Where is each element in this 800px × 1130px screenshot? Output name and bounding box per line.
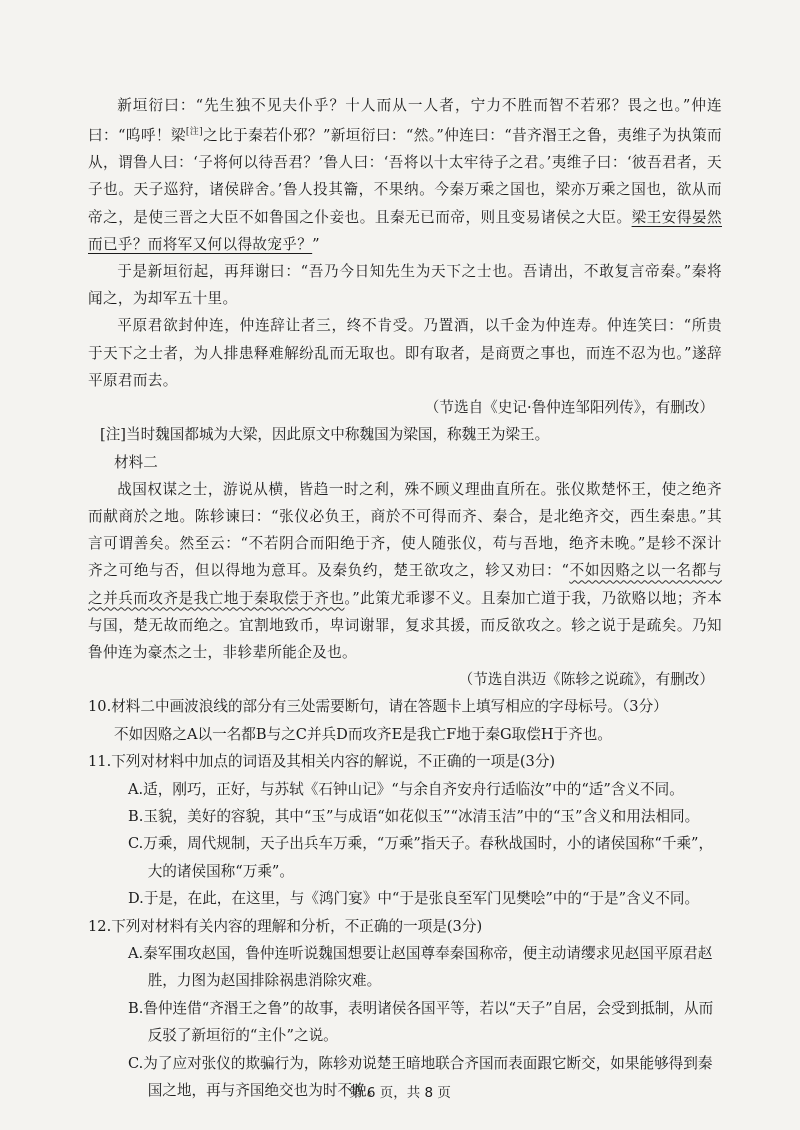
question-11-option-b: B.玉貌，美好的容貌，其中“玉”与成语“如花似玉”“冰清玉洁”中的“玉”含义和用法相同。 bbox=[128, 807, 700, 825]
question-11-option-d: D.于是，在此，在这里，与《鸿门宴》中“于是张良至军门见樊哙”中的“于是”含义不同。 bbox=[128, 890, 700, 908]
question-11-option-a: A.适，刚巧，正好，与苏轼《石钟山记》“与余自齐安舟行适临汝”中的“适”含义不同。 bbox=[128, 780, 684, 798]
passage1-para2: 于是新垣衍起，再拜谢曰：“吾乃今日知先生为天下之士也。吾请出，不敢复言帝秦。”秦将闻之，为却军五十里。 bbox=[88, 263, 722, 308]
question-11-option-c: C.万乘，周代规制，天子出兵车万乘，“万乘”指天子。春秋战国时，小的诸侯国称“千乘”，大的诸侯国称“万乘”。 bbox=[128, 835, 714, 880]
question-12-option-c: C.为了应对张仪的欺骗行为，陈轸劝说楚王暗地联合齐国而表面跟它断交，如果能够得到秦国之地，再与齐国绝交也为时不晚。 bbox=[128, 1054, 713, 1100]
footnote-marker: [注] bbox=[185, 127, 204, 138]
question-12-stem: 12.下列对材料有关内容的理解和分析，不正确的一项是(3分) bbox=[88, 917, 483, 935]
page-footer: 第 6 页，共 8 页 bbox=[349, 1085, 451, 1101]
passage2-source: （节选自洪迈《陈轸之说疏》，有删改） bbox=[458, 671, 714, 689]
question-10-stem: 10.材料二中画波浪线的部分有三处需要断句，请在答题卡上填写相应的字母标号。（3分） bbox=[88, 698, 668, 716]
wavy-underlined-text: 不如因赂之以一名都与之并兵而攻齐是我亡地于秦取偿于齐也 bbox=[88, 562, 722, 607]
passage1-para3: 平原君欲封仲连，仲连辞让者三，终不肯受。乃置酒，以千金为仲连寿。仲连笑曰：“所贵于天下之士者，为人排患释难解纷乱而无取也。即有取者，是商贾之事也，而连不忍为也。”遂辞平原君而去。 bbox=[88, 317, 722, 389]
footnote: [注]当时魏国都城为大梁，因此原文中称魏国为梁国，称魏王为梁王。 bbox=[100, 426, 550, 444]
underlined-sentence: 梁王安得晏然而已乎？而将军又何以得故宠乎？ bbox=[88, 208, 722, 253]
passage1-source: （节选自《史记·鲁仲连邹阳列传》，有删改） bbox=[424, 399, 714, 417]
question-10-line: 不如因赂之A以一名都B与之C并兵D而攻齐E是我亡F地于秦G取偿H于齐也。 bbox=[114, 725, 612, 743]
passage2-text: 战国权谋之士，游说从横，皆趋一时之利，殊不顾义理曲直所在。张仪欺楚怀王，使之绝齐而献商於之地。陈轸谏曰：“张仪必负王，商於不可得而齐、秦合，是北绝齐交，西生秦患。”其言可谓善矣。然至云：“不若阴合而阳绝于齐，使人随张仪，苟与吾地，绝齐未晚。”是轸不深计齐之可绝与否，但以得地为意耳。及秦负约，楚王欲攻之，轸又劝曰：“不如因赂之以一名都与之并兵而攻齐是我亡地于秦取偿于齐也。”此策尤乖谬不义。且秦加亡道于我，乃欲赂以地；齐本与国，楚无故而绝之。宜割地致币，卑词谢罪，复求其援，而反欲攻之。轸之说于是疏矣。乃知鲁仲连为豪杰之士，非轸辈所能企及也。 bbox=[88, 480, 723, 661]
question-12-option-b: B.鲁仲连借“齐湣王之鲁”的故事，表明诸侯各国平等，若以“天子”自居，会受到抵制，从而反驳了新垣衍的“主仆”之说。 bbox=[128, 999, 714, 1045]
passage1-para1: 新垣衍曰：“先生独不见夫仆乎？十人而从一人者，宁力不胜而智不若邪？畏之也。”仲连曰：“呜呼！梁[注]之比于秦若仆邪？”新垣衍曰：“然。”仲连曰：“昔齐湣王之鲁，夷维子为执策而从，谓鲁人曰：‘子将何以待吾君？’鲁人曰：‘吾将以十太牢待子之君。’夷维子曰：‘彼吾君者，天子也。天子巡狩，诸侯辟舍。’鲁人投其籥，不果纳。今秦万乘之国也，梁亦万乘之国也，欲从而帝之，是使三晋之大臣不如鲁国之仆妾也。且秦无已而帝，则且变易诸侯之大臣。梁王安得晏然而已乎？而将军又何以得故宠乎？” bbox=[88, 97, 723, 253]
question-11-stem: 11.下列对材料中加点的词语及其相关内容的解说，不正确的一项是(3分) bbox=[88, 753, 556, 771]
question-12-option-a: A.秦军围攻赵国，鲁仲连听说魏国想要让赵国尊奉秦国称帝，便主动请缨求见赵国平原君赵胜，力图为赵国排除祸患消除灾难。 bbox=[128, 944, 713, 990]
material-two-heading: 材料二 bbox=[114, 453, 158, 471]
